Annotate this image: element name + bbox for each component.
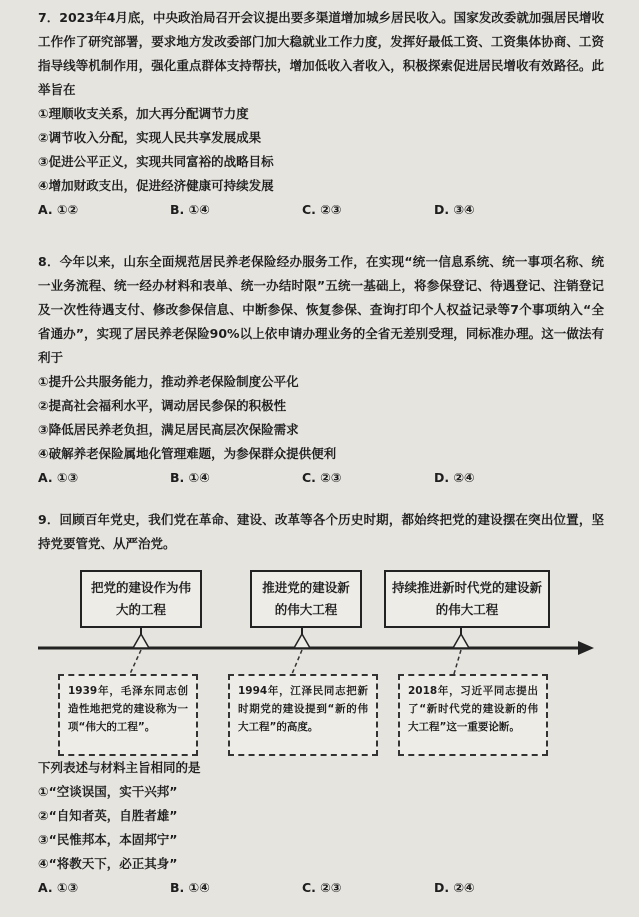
dashed-connector	[130, 650, 141, 674]
question-8	[38, 250, 604, 490]
note-1994: 1994年，江泽民同志把新时期党的建设提到“新的伟大工程”的高度。	[228, 674, 378, 756]
choice-a: A. ①③	[38, 470, 79, 485]
choice-b: B. ①④	[170, 470, 210, 485]
marker-1939	[133, 634, 149, 648]
choice-b: B. ①④	[170, 880, 210, 895]
question-8-option-4: ④破解养老保险属地化管理难题，为参保群众提供便利	[38, 446, 337, 461]
question-7-choices	[38, 198, 604, 222]
arrow-head-icon	[578, 641, 594, 655]
question-7	[38, 6, 604, 222]
question-9-prompt: 下列表述与材料主旨相同的是	[38, 760, 201, 775]
dashed-connector	[454, 650, 461, 674]
dashed-connector	[292, 650, 302, 674]
question-7-option-2: ②调节收入分配，实现人民共享发展成果	[38, 130, 262, 145]
question-8-option-2: ②提高社会福利水平，调动居民参保的积极性	[38, 398, 287, 413]
question-9-option-1: ①“空谈误国，实干兴邦”	[38, 784, 178, 799]
question-9-stem: 9．回顾百年党史，我们党在革命、建设、改革等各个历史时期，都始终把党的建设摆在突出位置，坚持党要管党、从严治党。	[38, 512, 604, 551]
question-7-option-3: ③促进公平正义，实现共同富裕的战略目标	[38, 154, 274, 169]
question-9-options	[38, 756, 604, 900]
stage-box-3: 持续推进新时代党的建设新的伟大工程	[384, 570, 550, 628]
note-2018: 2018年，习近平同志提出了“新时代党的建设新的伟大工程”这一重要论断。	[398, 674, 548, 756]
stage-box-1: 把党的建设作为伟大的工程	[80, 570, 202, 628]
choice-c: C. ②③	[302, 880, 342, 895]
choice-a: A. ①③	[38, 880, 79, 895]
choice-c: C. ②③	[302, 470, 342, 485]
question-9-option-3: ③“民惟邦本，本固邦宁”	[38, 832, 178, 847]
question-7-option-1: ①理顺收支关系，加大再分配调节力度	[38, 106, 249, 121]
question-7-option-4: ④增加财政支出，促进经济健康可持续发展	[38, 178, 274, 193]
question-8-option-3: ③降低居民养老负担，满足居民高层次保险需求	[38, 422, 299, 437]
question-8-option-1: ①提升公共服务能力，推动养老保险制度公平化	[38, 374, 299, 389]
party-building-timeline	[38, 562, 604, 752]
stage-box-2: 推进党的建设新的伟大工程	[250, 570, 362, 628]
question-7-stem: 7．2023年4月底，中央政治局召开会议提出要多渠道增加城乡居民收入。国家发改委就加强居民增收工作作了研究部署，要求地方发改委部门加大稳就业工作力度，发挥好最低工资、工资集体协商、工资指导线等机制作用，强化重点群体支持帮扶，增加低收入者收入，积极探索促进居民增收有效路径。此举旨在	[38, 10, 604, 97]
choice-c: C. ②③	[302, 202, 342, 217]
choice-d: D. ②④	[434, 470, 475, 485]
marker-2018	[453, 634, 469, 648]
question-9-option-2: ②“自知者英，自胜者雄”	[38, 808, 178, 823]
question-9	[38, 508, 604, 556]
choice-b: B. ①④	[170, 202, 210, 217]
marker-1994	[294, 634, 310, 648]
choice-d: D. ②④	[434, 880, 475, 895]
note-1939: 1939年，毛泽东同志创造性地把党的建设称为一项“伟大的工程”。	[58, 674, 198, 756]
choice-a: A. ①②	[38, 202, 79, 217]
choice-d: D. ③④	[434, 202, 475, 217]
question-9-choices	[38, 876, 604, 900]
question-8-choices	[38, 466, 604, 490]
question-9-option-4: ④“将教天下，必正其身”	[38, 856, 178, 871]
question-8-stem: 8．今年以来，山东全面规范居民养老保险经办服务工作，在实现“统一信息系统、统一事项名称、统一业务流程、统一经办材料和表单、统一办结时限”五统一基础上，将参保登记、待遇登记、注销登记及一次性待遇支付、修改参保信息、中断参保、恢复参保、查询打印个人权益记录等7个事项纳入“全省通办”，实现了居民养老保险90%以上依申请办理业务的全省无差别受理，同标准办理。这一做法有利于	[38, 254, 604, 365]
